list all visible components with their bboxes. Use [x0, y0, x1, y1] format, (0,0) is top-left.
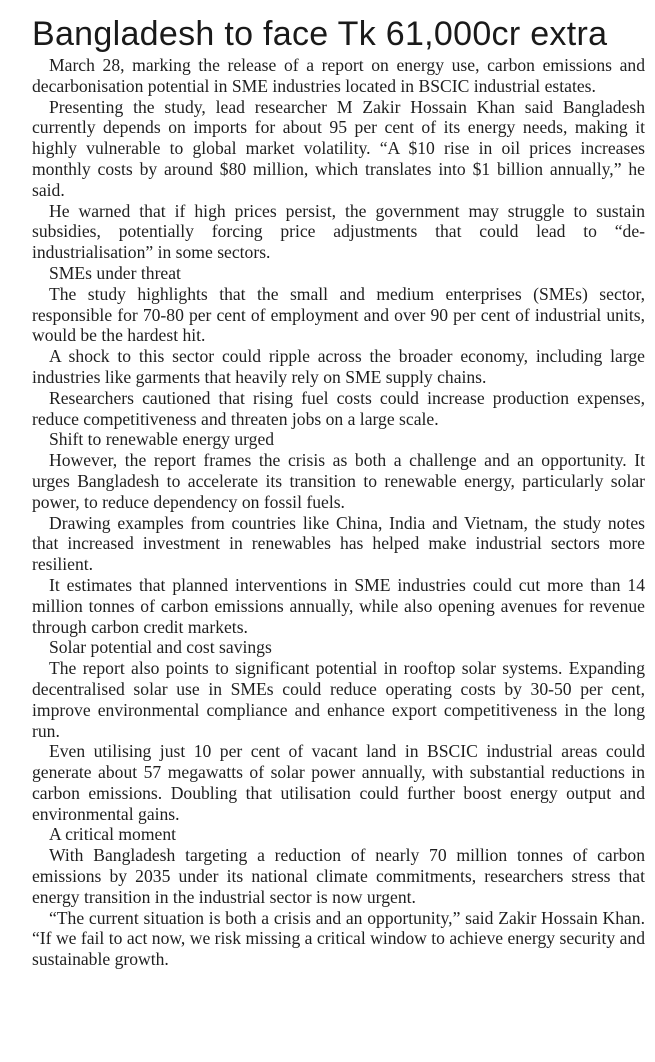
headline: Bangladesh to face Tk 61,000cr extra [32, 15, 608, 53]
section-subheading: Shift to renewable energy urged [49, 429, 275, 450]
section-subheading: SMEs under threat [49, 262, 181, 283]
paragraph: Even utilising just 10 per cent of vacant land in BSCIC industrial areas could generate about 57 megawatts of solar power annually, with substantial reductions in carbon emissions. Doubling that utilisation could further boost energy output and environmental gains. [32, 741, 645, 824]
paragraph: Presenting the study, lead researcher M Zakir Hossain Khan said Bangladesh currently depends on imports for about 95 per cent of its energy needs, making it highly vulnerable to global market volatility. “A $10 rise in oil prices increases monthly costs by around $80 million, which translates into $1 billion annually,” he said. [32, 96, 645, 200]
section-subheading: Solar potential and cost savings [49, 637, 272, 658]
paragraph: Drawing examples from countries like China, India and Vietnam, the study notes that increased investment in renewables has helped make industrial sectors more resilient. [32, 512, 645, 575]
paragraph: A shock to this sector could ripple across the broader economy, including large industries like garments that heavily rely on SME supply chains. [32, 346, 645, 387]
paragraph: He warned that if high prices persist, the government may struggle to sustain subsidies, potentially forcing price adjustments that could lead to “de-industrialisation” in some sectors. [32, 200, 645, 263]
paragraph: It estimates that planned interventions in SME industries could cut more than 14 million tonnes of carbon emissions annually, while also opening avenues for revenue through carbon credit markets. [32, 574, 645, 637]
paragraph: The report also points to significant potential in rooftop solar systems. Expanding decentralised solar use in SMEs could reduce operating costs by 30-50 per cent, improve environmental compliance and enhance export competitiveness in the long run. [32, 658, 645, 741]
article-body [32, 55, 645, 970]
paragraph: March 28, marking the release of a report on energy use, carbon emissions and decarbonisation potential in SME industries located in BSCIC industrial estates. [32, 55, 645, 96]
section-subheading: A critical moment [49, 824, 177, 845]
paragraph: However, the report frames the crisis as both a challenge and an opportunity. It urges Bangladesh to accelerate its transition to renewable energy, particularly solar power, to reduce dependency on fossil fuels. [32, 450, 645, 512]
paragraph: With Bangladesh targeting a reduction of nearly 70 million tonnes of carbon emissions by 2035 under its national climate commitments, researchers stress that energy transition in the industrial sector is now urgent. [32, 845, 645, 907]
paragraph: Researchers cautioned that rising fuel costs could increase production expenses, reduce competitiveness and threaten jobs on a large scale. [32, 387, 645, 429]
paragraph: The study highlights that the small and medium enterprises (SMEs) sector, responsible for 70-80 per cent of employment and over 90 per cent of industrial units, would be the hardest hit. [32, 283, 645, 346]
paragraph: “The current situation is both a crisis and an opportunity,” said Zakir Hossain Khan. “If we fail to act now, we risk missing a critical window to achieve energy security and sustainable growth. [32, 907, 645, 970]
